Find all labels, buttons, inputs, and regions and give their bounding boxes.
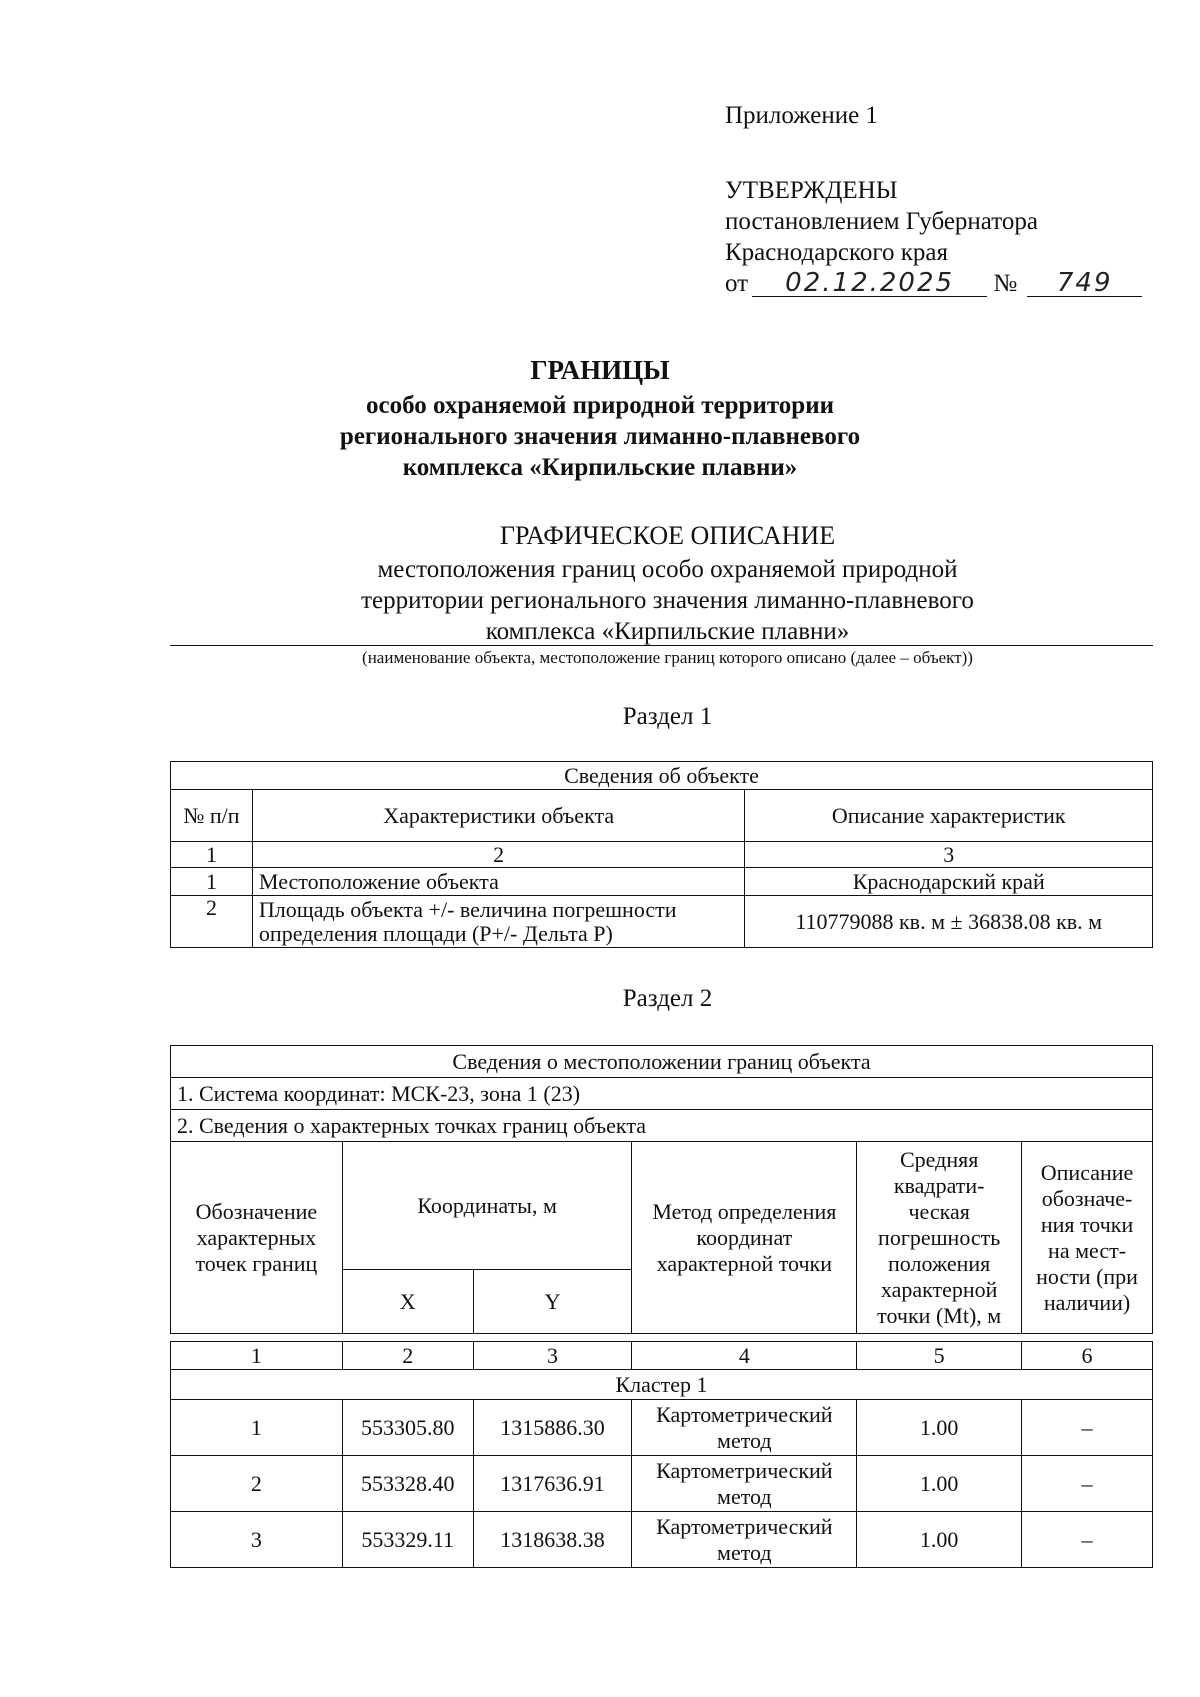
header-number: № п/п [171, 790, 253, 842]
point-error: 1.00 [857, 1512, 1022, 1568]
header-y: Y [473, 1270, 632, 1334]
point-description: – [1022, 1400, 1153, 1456]
point-x: 553305.80 [342, 1400, 473, 1456]
description-line-2: территории регионального значения лиманно-плавневого [361, 587, 974, 614]
col-number-4: 4 [632, 1342, 857, 1370]
description-main: ГРАФИЧЕСКОЕ ОПИСАНИЕ [499, 521, 836, 550]
point-number: 2 [171, 1456, 343, 1512]
table-title: Сведения о местоположении границ объекта [171, 1046, 1153, 1078]
col-number-1: 1 [171, 842, 253, 868]
point-x: 553328.40 [342, 1456, 473, 1512]
row-name: Местоположение объекта [252, 868, 744, 896]
col-number-3: 3 [745, 842, 1153, 868]
header-coordinates: Координаты, м [342, 1142, 632, 1270]
row-number: 1 [171, 868, 253, 896]
point-y: 1315886.30 [473, 1400, 632, 1456]
title-line-2: регионального значения лиманно-плавневого [339, 423, 861, 450]
point-method: Картометрический метод [632, 1512, 857, 1568]
points-title: 2. Сведения о характерных точках границ объекта [171, 1110, 1153, 1142]
title-line-3: комплекса «Кирпильские плавни» [402, 454, 798, 481]
approval-line-2: Краснодарского края [725, 239, 948, 266]
col-number-3: 3 [473, 1342, 632, 1370]
header-error: Средняя квадрати-ческая погрешность положения характерной точки (Mt), м [857, 1142, 1022, 1334]
table-row [171, 896, 1153, 948]
section-2-title: Раздел 2 [622, 985, 713, 1012]
row-value: Краснодарский край [745, 868, 1153, 896]
number-label: № [993, 270, 1018, 297]
point-y: 1317636.91 [473, 1456, 632, 1512]
point-description: – [1022, 1456, 1153, 1512]
table-row [171, 1400, 1153, 1456]
point-y: 1318638.38 [473, 1512, 632, 1568]
header-method: Метод определения координат характерной точки [632, 1142, 857, 1334]
boundary-points-table [170, 1045, 1153, 1568]
description-caption: (наименование объекта, местоположение границ которого описано (далее – объект)) [362, 648, 973, 667]
description-underline [170, 645, 1153, 646]
description-line-1: местоположения границ особо охраняемой природной [377, 556, 958, 583]
row-name: Площадь объекта +/- величина погрешности определения площади (P+/- Дельта P) [252, 896, 744, 948]
col-number-5: 5 [857, 1342, 1022, 1370]
from-label: от [725, 270, 749, 297]
object-info-table [170, 761, 1153, 948]
approval-date-number [725, 268, 1142, 299]
header-x: X [342, 1270, 473, 1334]
approval-line-1: постановлением Губернатора [725, 208, 1038, 235]
header-description: Описание характеристик [745, 790, 1153, 842]
point-method: Картометрический метод [632, 1400, 857, 1456]
col-number-2: 2 [252, 842, 744, 868]
appendix-label: Приложение 1 [725, 102, 878, 129]
header-point-description: Описание обозначе-ния точки на мест-ности (при наличии) [1022, 1142, 1153, 1334]
table-gap [171, 1334, 1153, 1342]
row-value: 110779088 кв. м ± 36838.08 кв. м [745, 896, 1153, 948]
point-number: 3 [171, 1512, 343, 1568]
approval-stamp [725, 100, 1142, 299]
title-line-1: особо охраняемой природной территории [365, 392, 835, 419]
handwritten-number: 749 [1027, 270, 1142, 297]
point-description: – [1022, 1512, 1153, 1568]
coordinate-system: 1. Система координат: МСК-23, зона 1 (23) [171, 1078, 1153, 1110]
cluster-label: Кластер 1 [171, 1370, 1153, 1400]
description-block [0, 520, 1200, 647]
title-main: ГРАНИЦЫ [530, 355, 670, 385]
table-title: Сведения об объекте [171, 762, 1153, 790]
header-characteristics: Характеристики объекта [252, 790, 744, 842]
col-number-1: 1 [171, 1342, 343, 1370]
point-error: 1.00 [857, 1456, 1022, 1512]
approved-label: УТВЕРЖДЕНЫ [725, 177, 898, 204]
row-number: 2 [171, 896, 253, 948]
col-number-2: 2 [342, 1342, 473, 1370]
table-row [171, 1456, 1153, 1512]
section-1-title: Раздел 1 [622, 703, 713, 730]
point-x: 553329.11 [342, 1512, 473, 1568]
point-number: 1 [171, 1400, 343, 1456]
point-method: Картометрический метод [632, 1456, 857, 1512]
point-error: 1.00 [857, 1400, 1022, 1456]
table-row [171, 868, 1153, 896]
handwritten-date: 02.12.2025 [752, 270, 987, 297]
document-title [0, 355, 1200, 483]
header-designation: Обозначение характерных точек границ [171, 1142, 343, 1334]
col-number-6: 6 [1022, 1342, 1153, 1370]
table-row [171, 1512, 1153, 1568]
description-line-3: комплекса «Кирпильские плавни» [485, 618, 850, 645]
